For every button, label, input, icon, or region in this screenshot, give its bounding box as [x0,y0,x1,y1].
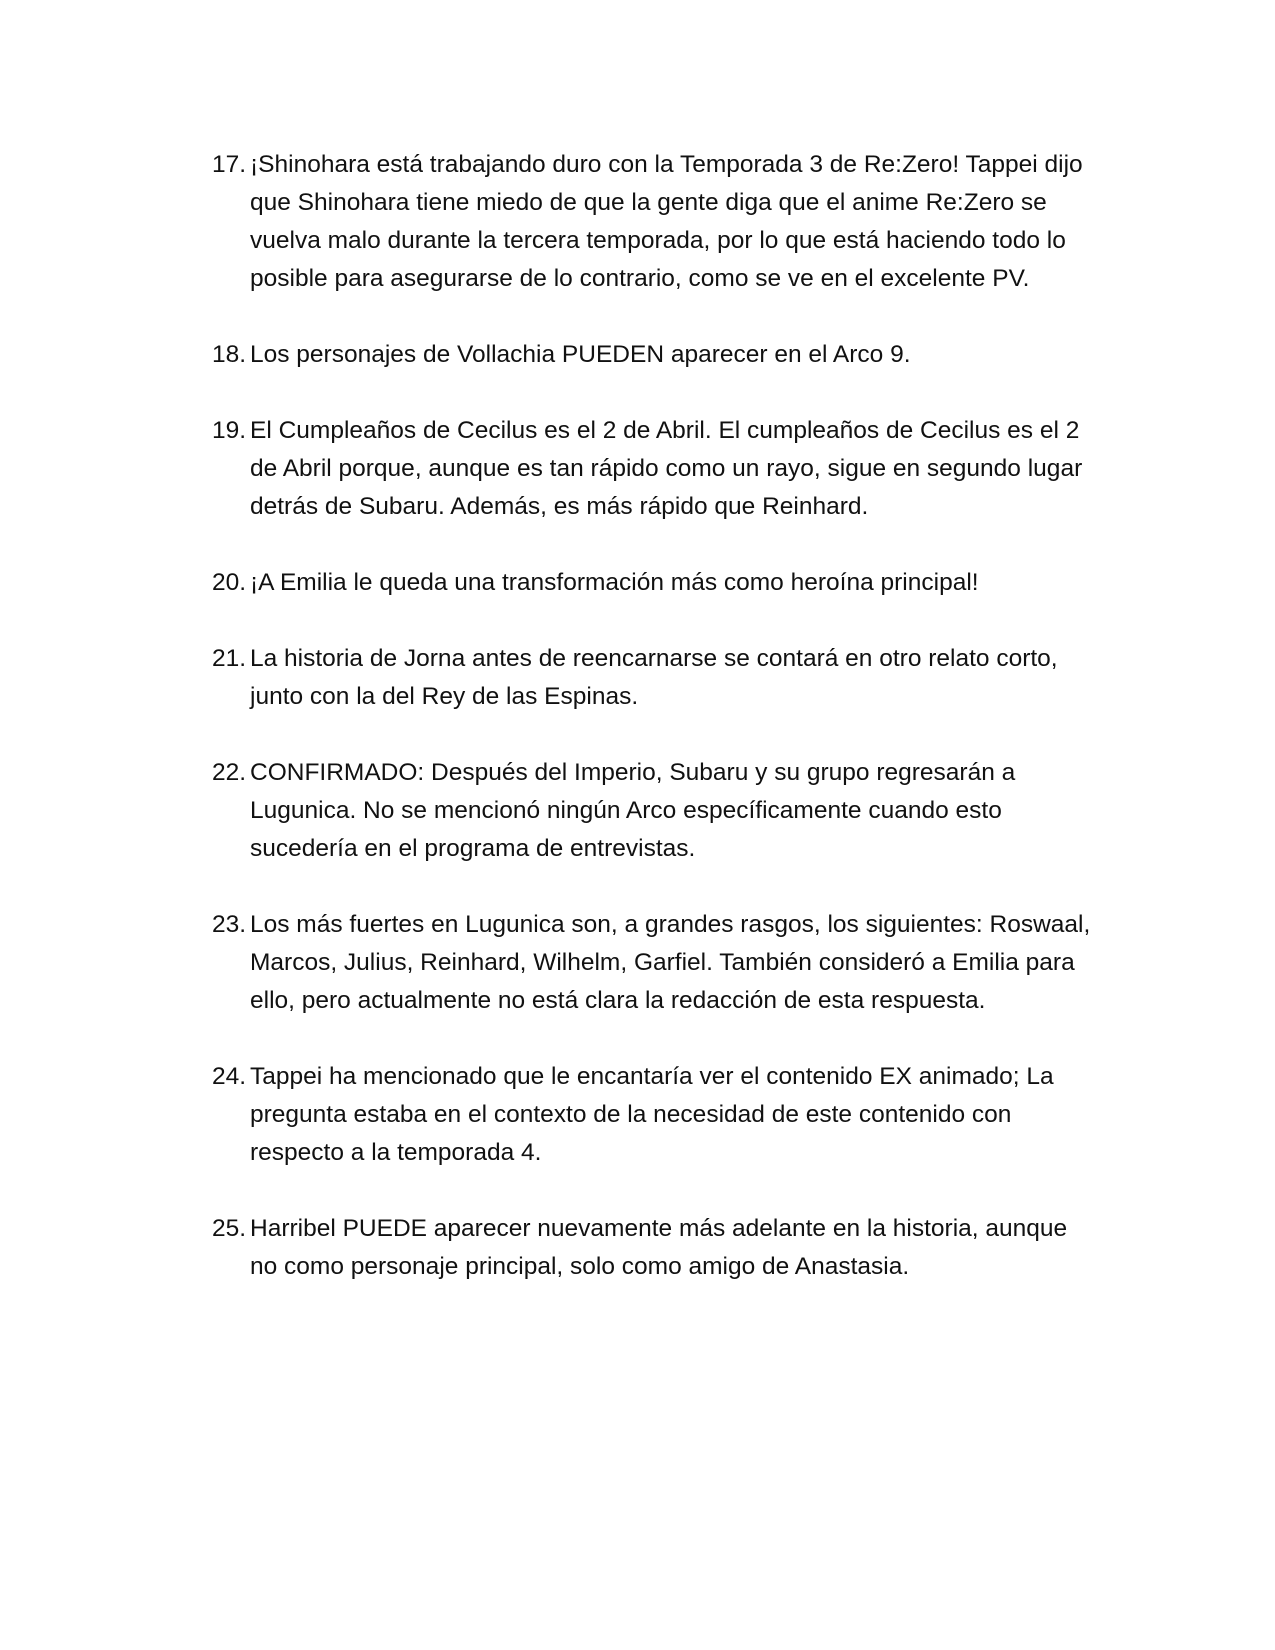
list-item [212,754,1092,868]
item-text: Los personajes de Vollachia PUEDEN aparecer en el Arco 9. [250,341,911,368]
list-item [212,146,1092,298]
item-number: 22. [212,759,247,786]
item-text: Los más fuertes en Lugunica son, a grandes rasgos, los siguientes: Roswaal, Marcos, Julius, Reinhard, Wilhelm, Garfiel. También consideró a Emilia para ello, pero actualmente no está clara la redacción de esta respuesta. [250,911,1091,1014]
item-number: 17. [212,151,247,178]
item-text: ¡A Emilia le queda una transformación más como heroína principal! [250,569,979,596]
item-number: 25. [212,1215,247,1242]
list-item [212,906,1092,1020]
item-text: Harribel PUEDE aparecer nuevamente más adelante en la historia, aunque no como personaje principal, solo como amigo de Anastasia. [250,1215,1068,1280]
item-text: ¡Shinohara está trabajando duro con la Temporada 3 de Re:Zero! Tappei dijo que Shinohara tiene miedo de que la gente diga que el anime Re:Zero se vuelva malo durante la tercera temporada, por lo que está haciendo todo lo posible para asegurarse de lo contrario, como se ve en el excelente PV. [250,151,1083,292]
list-item [212,1058,1092,1172]
item-text: La historia de Jorna antes de reencarnarse se contará en otro relato corto, junto con la del Rey de las Espinas. [250,645,1058,710]
item-text: Tappei ha mencionado que le encantaría ver el contenido EX animado; La pregunta estaba en el contexto de la necesidad de este contenido con respecto a la temporada 4. [250,1063,1054,1166]
item-number: 18. [212,341,247,368]
item-text: El Cumpleaños de Cecilus es el 2 de Abril. El cumpleaños de Cecilus es el 2 de Abril porque, aunque es tan rápido como un rayo, sigue en segundo lugar detrás de Subaru. Además, es más rápido que Reinhard. [250,417,1083,520]
numbered-list [212,146,1092,1324]
item-number: 19. [212,417,247,444]
list-item [212,336,1092,374]
list-item [212,564,1092,602]
list-item [212,412,1092,526]
list-item [212,640,1092,716]
list-item [212,1210,1092,1286]
item-number: 21. [212,645,247,672]
item-number: 23. [212,911,247,938]
item-number: 24. [212,1063,247,1090]
item-text: CONFIRMADO: Después del Imperio, Subaru y su grupo regresarán a Lugunica. No se mencionó ningún Arco específicamente cuando esto sucedería en el programa de entrevistas. [250,759,1016,862]
item-number: 20. [212,569,247,596]
